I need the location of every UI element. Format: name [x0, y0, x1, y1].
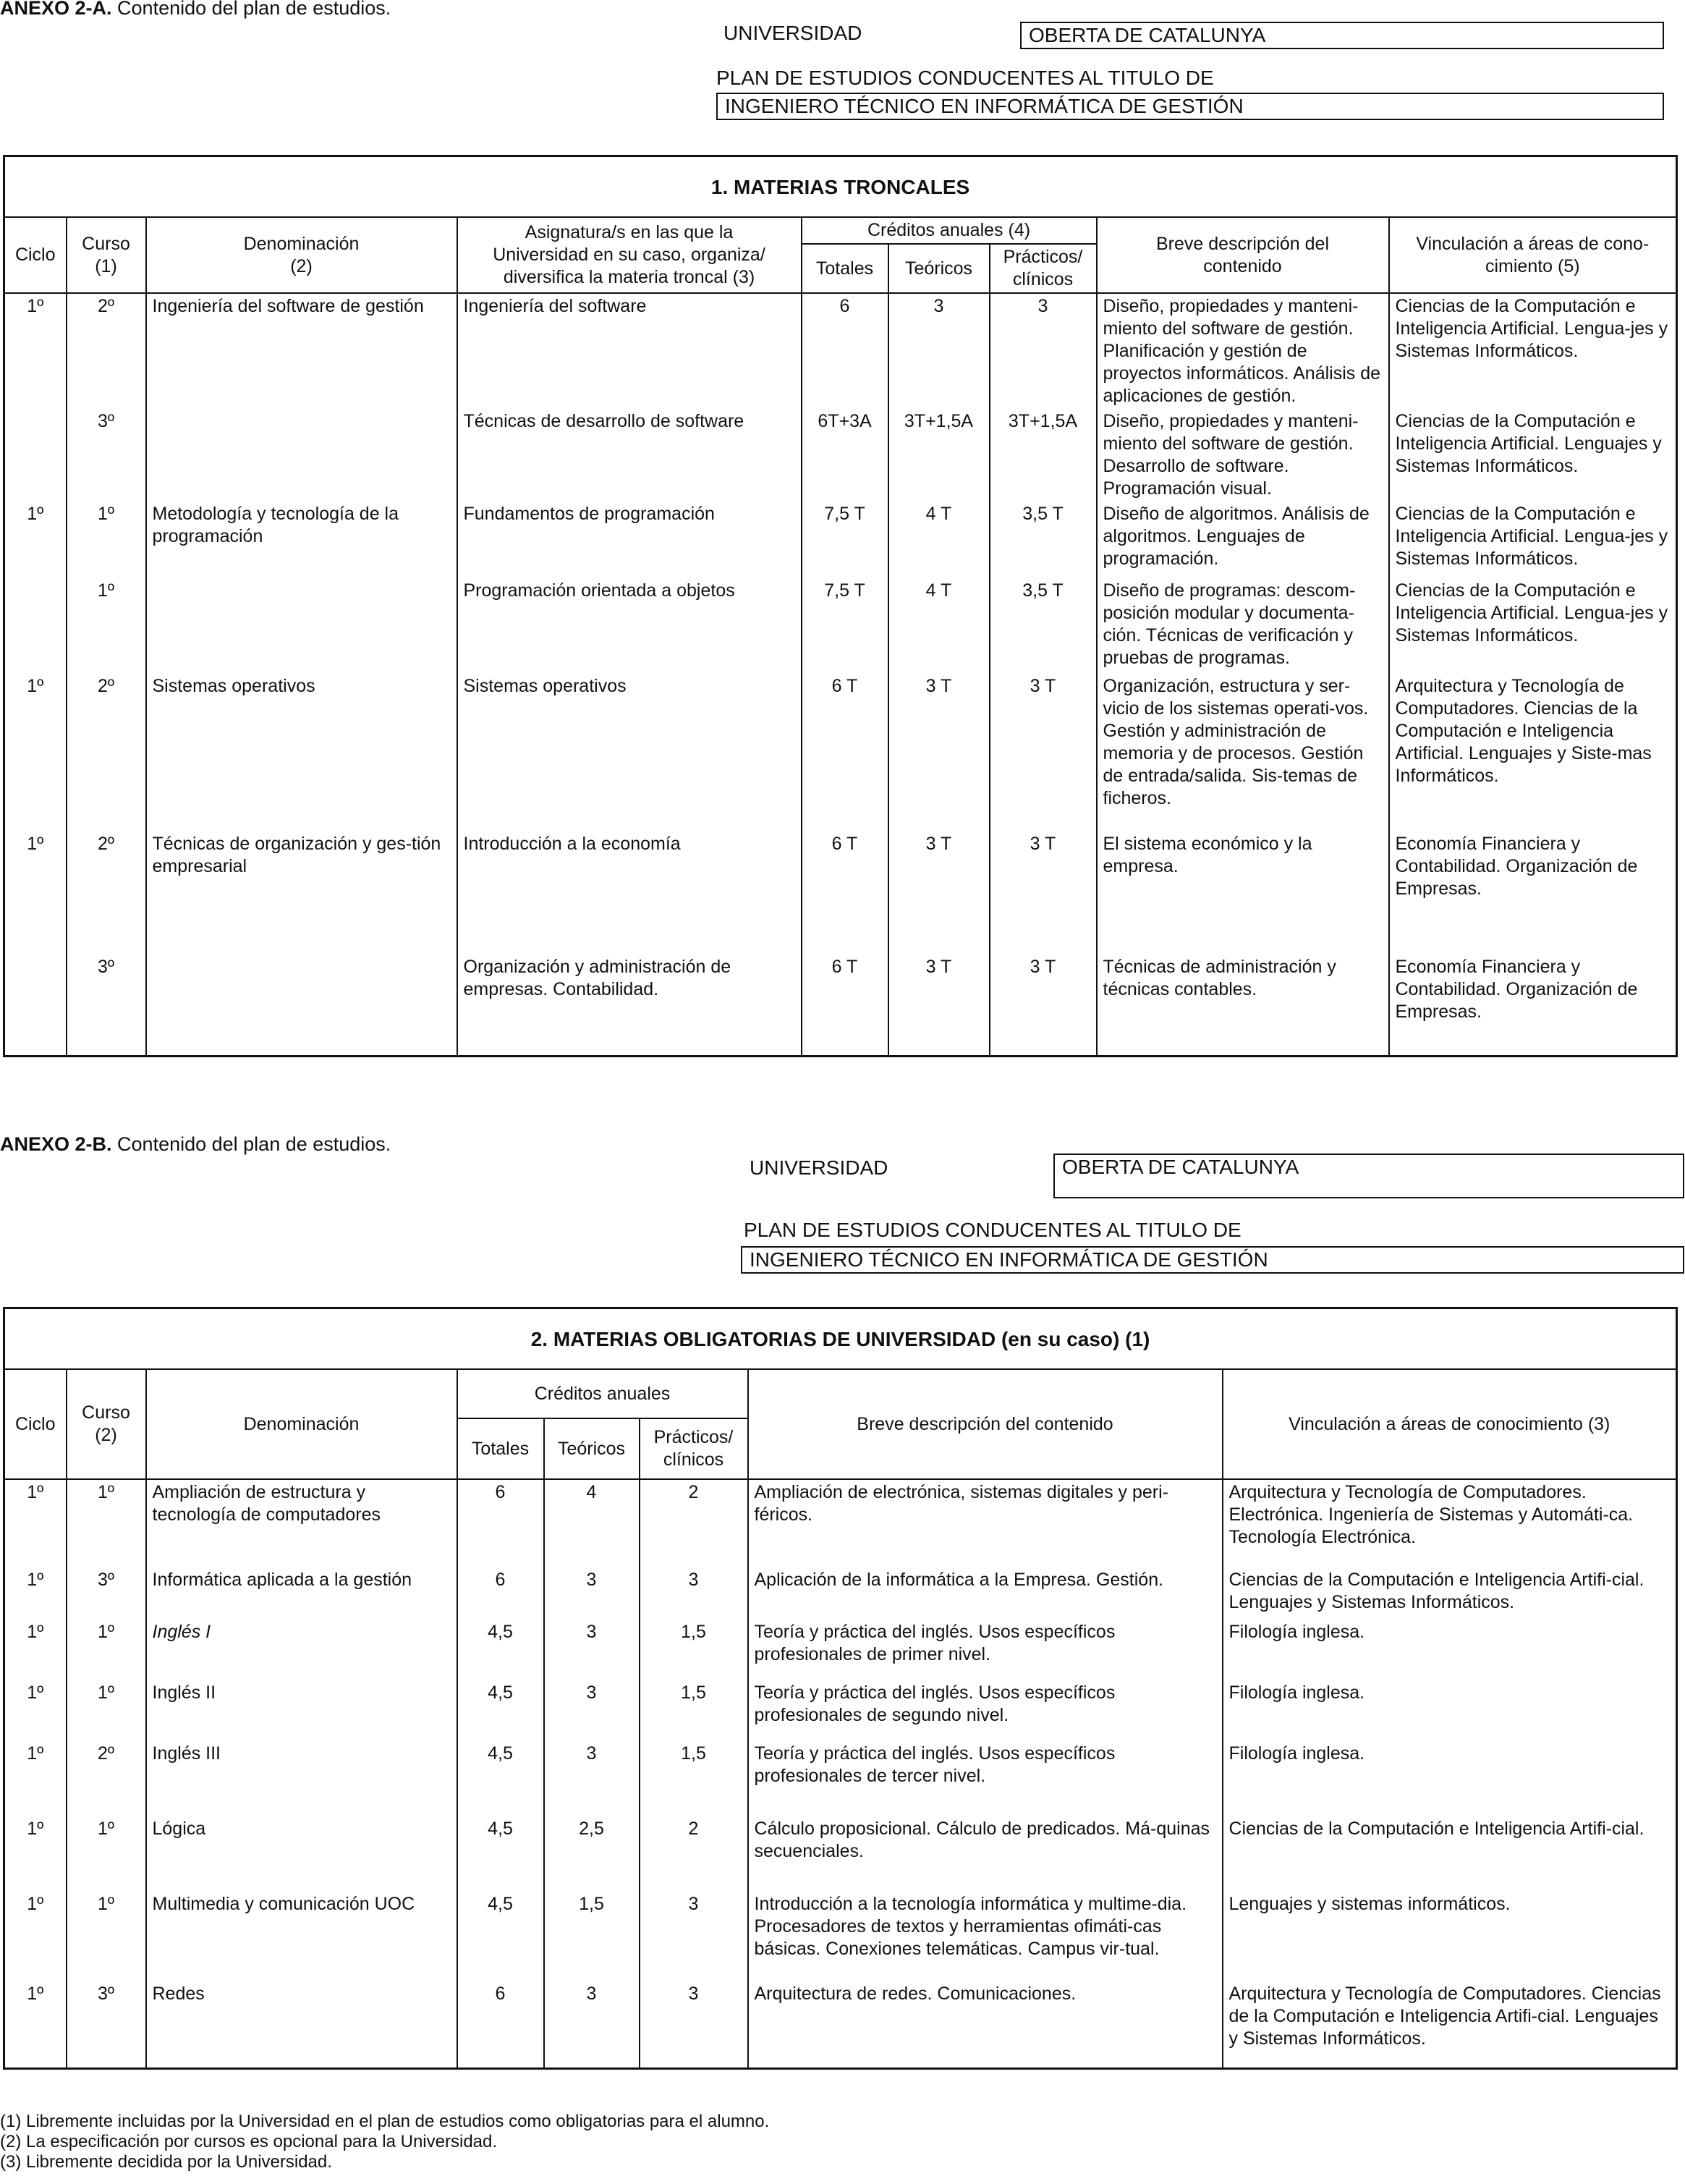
cell-practicos: 3,5 T: [990, 578, 1097, 674]
cell-asignatura: Sistemas operativos: [457, 674, 802, 831]
cell-descripcion: Teoría y práctica del inglés. Usos específicos profesionales de primer nivel.: [748, 1620, 1223, 1680]
cell-teoricos: 3: [888, 293, 990, 409]
troncales-title: 1. MATERIAS TRONCALES: [4, 156, 1677, 218]
cell-totales: 6: [457, 1479, 544, 1567]
cell-totales: 6 T: [802, 831, 888, 955]
cell-practicos: 3: [990, 293, 1097, 409]
cell-vinculacion: Ciencias de la Computación e Inteligencia Artifi-cial. Lenguajes y Sistemas Informáticos.: [1223, 1567, 1677, 1620]
cell-denominacion: [146, 578, 457, 674]
cell-ciclo: 1º: [4, 1479, 67, 1567]
cell-curso: 1º: [67, 501, 146, 578]
cell-curso: 2º: [67, 831, 146, 955]
col-ciclo: Ciclo: [4, 217, 67, 293]
annex-b-plan-label: PLAN DE ESTUDIOS CONDUCENTES AL TITULO DE: [744, 1219, 1242, 1241]
table-row: [4, 578, 1677, 674]
table-row: [4, 1567, 1677, 1620]
table-row: [4, 955, 1677, 1056]
cell-descripcion: El sistema económico y la empresa.: [1097, 831, 1389, 955]
cell-curso: 1º: [67, 1680, 146, 1741]
col-practicos: Prácticos/ clínicos: [640, 1418, 748, 1479]
cell-practicos: 2: [640, 1816, 748, 1892]
table-row: [4, 1680, 1677, 1741]
cell-descripcion: Cálculo proposicional. Cálculo de predicados. Má-quinas secuenciales.: [748, 1816, 1223, 1892]
cell-ciclo: 1º: [4, 674, 67, 831]
col-curso: Curso (1): [67, 217, 146, 293]
cell-curso: 2º: [67, 293, 146, 409]
cell-totales: 6: [457, 1981, 544, 2068]
obligatorias-title: 2. MATERIAS OBLIGATORIAS DE UNIVERSIDAD (en su caso) (1): [4, 1308, 1677, 1370]
table-row: [4, 1816, 1677, 1892]
cell-denominacion: Sistemas operativos: [146, 674, 457, 831]
cell-totales: 7,5 T: [802, 578, 888, 674]
cell-vinculacion: Economía Financiera y Contabilidad. Organización de Empresas.: [1389, 831, 1677, 955]
cell-curso: 1º: [67, 1892, 146, 1981]
cell-descripcion: Técnicas de administración y técnicas contables.: [1097, 955, 1389, 1056]
cell-asignatura: Introducción a la economía: [457, 831, 802, 955]
cell-vinculacion: Arquitectura y Tecnología de Computadores. Ciencias de la Computación e Inteligencia Artificial. Lenguajes y Siste-mas Informáticos.: [1389, 674, 1677, 831]
table-row: [4, 674, 1677, 831]
cell-practicos: 3: [640, 1567, 748, 1620]
annex-b-plan-box: INGENIERO TÉCNICO EN INFORMÁTICA DE GESTIÓN: [741, 1246, 1684, 1274]
cell-practicos: 3 T: [990, 674, 1097, 831]
annex-a-plan-box: INGENIERO TÉCNICO EN INFORMÁTICA DE GESTIÓN: [716, 93, 1664, 120]
table-row: [4, 831, 1677, 955]
cell-denominacion: Metodología y tecnología de la programación: [146, 501, 457, 578]
obligatorias-table: [3, 1307, 1678, 2070]
cell-vinculacion: Ciencias de la Computación e Inteligencia Artificial. Lengua-jes y Sistemas Informáticos.: [1389, 578, 1677, 674]
troncales-table: [3, 155, 1678, 1057]
cell-asignatura: Fundamentos de programación: [457, 501, 802, 578]
cell-descripcion: Introducción a la tecnología informática y multime-dia. Procesadores de textos y herramientas ofimáti-cas básicas. Conexiones telemáticas. Campus vir-tual.: [748, 1892, 1223, 1981]
table-row: [4, 1892, 1677, 1981]
cell-totales: 4,5: [457, 1620, 544, 1680]
cell-vinculacion: Arquitectura y Tecnología de Computadores. Electrónica. Ingeniería de Sistemas y Automáti-ca. Tecnología Electrónica.: [1223, 1479, 1677, 1567]
cell-asignatura: Programación orientada a objetos: [457, 578, 802, 674]
cell-curso: 1º: [67, 1816, 146, 1892]
col-denominacion: Denominación (2): [146, 217, 457, 293]
cell-practicos: 3: [640, 1892, 748, 1981]
col-vinculacion: Vinculación a áreas de conocimiento (3): [1223, 1369, 1677, 1479]
cell-denominacion: Multimedia y comunicación UOC: [146, 1892, 457, 1981]
cell-ciclo: 1º: [4, 293, 67, 409]
col-vinculacion: Vinculación a áreas de cono- cimiento (5): [1389, 217, 1677, 293]
cell-totales: 6T+3A: [802, 409, 888, 501]
cell-descripcion: Ampliación de electrónica, sistemas digitales y peri-féricos.: [748, 1479, 1223, 1567]
table-row: [4, 1620, 1677, 1680]
cell-denominacion: Ingeniería del software de gestión: [146, 293, 457, 409]
cell-practicos: 3 T: [990, 955, 1097, 1056]
footnote-3: (3) Libremente decidida por la Universidad.: [0, 2152, 332, 2172]
cell-descripcion: Diseño de programas: descom-posición modular y documenta-ción. Técnicas de verificación y pruebas de programas.: [1097, 578, 1389, 674]
annex-b-universidad-box: OBERTA DE CATALUNYA: [1053, 1154, 1684, 1198]
col-ciclo: Ciclo: [4, 1369, 67, 1479]
col-teoricos: Teóricos: [544, 1418, 640, 1479]
cell-totales: 6: [802, 293, 888, 409]
cell-denominacion: Inglés III: [146, 1741, 457, 1816]
cell-curso: 2º: [67, 674, 146, 831]
cell-totales: 4,5: [457, 1816, 544, 1892]
col-creditos: Créditos anuales (4): [802, 217, 1097, 244]
cell-denominacion: Técnicas de organización y ges-tión empresarial: [146, 831, 457, 955]
col-totales: Totales: [457, 1418, 544, 1479]
annex-b-universidad-label: UNIVERSIDAD: [750, 1156, 888, 1179]
cell-vinculacion: Economía Financiera y Contabilidad. Organización de Empresas.: [1389, 955, 1677, 1056]
cell-curso: 1º: [67, 1479, 146, 1567]
cell-descripcion: Teoría y práctica del inglés. Usos específicos profesionales de tercer nivel.: [748, 1741, 1223, 1816]
cell-curso: 3º: [67, 1981, 146, 2068]
cell-totales: 6: [457, 1567, 544, 1620]
cell-teoricos: 3 T: [888, 831, 990, 955]
annex-b-label: ANEXO 2-B. Contenido del plan de estudios.: [0, 1133, 391, 1155]
cell-practicos: 1,5: [640, 1620, 748, 1680]
cell-practicos: 2: [640, 1479, 748, 1567]
cell-totales: 6 T: [802, 955, 888, 1056]
cell-practicos: 3T+1,5A: [990, 409, 1097, 501]
cell-teoricos: 2,5: [544, 1816, 640, 1892]
cell-denominacion: Redes: [146, 1981, 457, 2068]
cell-vinculacion: Filología inglesa.: [1223, 1620, 1677, 1680]
cell-practicos: 3: [640, 1981, 748, 2068]
cell-teoricos: 1,5: [544, 1892, 640, 1981]
col-asignatura: Asignatura/s en las que la Universidad en su caso, organiza/ diversifica la materia troncal (3): [457, 217, 802, 293]
cell-curso: 3º: [67, 955, 146, 1056]
cell-asignatura: Organización y administración de empresas. Contabilidad.: [457, 955, 802, 1056]
cell-denominacion: [146, 955, 457, 1056]
cell-curso: 2º: [67, 1741, 146, 1816]
cell-ciclo: 1º: [4, 831, 67, 955]
cell-descripcion: Diseño, propiedades y manteni-miento del software de gestión. Desarrollo de software. Programación visual.: [1097, 409, 1389, 501]
annex-a-universidad-label: UNIVERSIDAD: [723, 22, 862, 44]
cell-practicos: 1,5: [640, 1680, 748, 1741]
table-row: [4, 293, 1677, 409]
footnote-1: (1) Libremente incluidas por la Universidad en el plan de estudios como obligatorias para el alumno.: [0, 2112, 770, 2131]
col-creditos: Créditos anuales: [457, 1369, 748, 1418]
cell-curso: 1º: [67, 1620, 146, 1680]
cell-ciclo: [4, 409, 67, 501]
cell-vinculacion: Ciencias de la Computación e Inteligencia Artificial. Lengua-jes y Sistemas Informáticos.: [1389, 501, 1677, 578]
cell-ciclo: 1º: [4, 1816, 67, 1892]
cell-ciclo: 1º: [4, 1981, 67, 2068]
col-descripcion: Breve descripción del contenido: [1097, 217, 1389, 293]
annex-a-universidad-box: OBERTA DE CATALUNYA: [1020, 22, 1664, 49]
table-row: [4, 1981, 1677, 2068]
footnotes: [0, 2112, 769, 2172]
cell-curso: 3º: [67, 409, 146, 501]
cell-totales: 6 T: [802, 674, 888, 831]
col-descripcion: Breve descripción del contenido: [748, 1369, 1223, 1479]
cell-ciclo: 1º: [4, 1620, 67, 1680]
cell-totales: 4,5: [457, 1741, 544, 1816]
cell-practicos: 1,5: [640, 1741, 748, 1816]
cell-descripcion: Diseño de algoritmos. Análisis de algoritmos. Lenguajes de programación.: [1097, 501, 1389, 578]
cell-curso: 3º: [67, 1567, 146, 1620]
cell-teoricos: 4: [544, 1479, 640, 1567]
cell-descripcion: Aplicación de la informática a la Empresa. Gestión.: [748, 1567, 1223, 1620]
cell-totales: 4,5: [457, 1680, 544, 1741]
cell-denominacion: Informática aplicada a la gestión: [146, 1567, 457, 1620]
col-curso: Curso (2): [67, 1369, 146, 1479]
footnote-2: (2) La especificación por cursos es opcional para la Universidad.: [0, 2132, 498, 2151]
cell-teoricos: 3: [544, 1620, 640, 1680]
col-teoricos: Teóricos: [888, 244, 990, 293]
cell-teoricos: 3: [544, 1680, 640, 1741]
cell-descripcion: Arquitectura de redes. Comunicaciones.: [748, 1981, 1223, 2068]
cell-asignatura: Técnicas de desarrollo de software: [457, 409, 802, 501]
cell-ciclo: [4, 955, 67, 1056]
cell-denominacion: Ampliación de estructura y tecnología de computadores: [146, 1479, 457, 1567]
cell-ciclo: 1º: [4, 1680, 67, 1741]
cell-curso: 1º: [67, 578, 146, 674]
cell-denominacion: Inglés II: [146, 1680, 457, 1741]
col-totales: Totales: [802, 244, 888, 293]
cell-ciclo: 1º: [4, 1892, 67, 1981]
annex-a-label: ANEXO 2-A. Contenido del plan de estudios.: [0, 0, 391, 19]
cell-vinculacion: Arquitectura y Tecnología de Computadores. Ciencias de la Computación e Inteligencia Artifi-cial. Lenguajes y Sistemas Informáticos.: [1223, 1981, 1677, 2068]
cell-ciclo: 1º: [4, 501, 67, 578]
cell-descripcion: Teoría y práctica del inglés. Usos específicos profesionales de segundo nivel.: [748, 1680, 1223, 1741]
cell-vinculacion: Ciencias de la Computación e Inteligencia Artificial. Lenguajes y Sistemas Informáticos.: [1389, 409, 1677, 501]
cell-asignatura: Ingeniería del software: [457, 293, 802, 409]
cell-ciclo: [4, 578, 67, 674]
cell-vinculacion: Lenguajes y sistemas informáticos.: [1223, 1892, 1677, 1981]
cell-teoricos: 3: [544, 1981, 640, 2068]
table-row: [4, 501, 1677, 578]
cell-descripcion: Organización, estructura y ser-vicio de los sistemas operati-vos. Gestión y administración de memoria y de procesos. Gestión de entrada/salida. Sis-temas de ficheros.: [1097, 674, 1389, 831]
cell-denominacion: [146, 409, 457, 501]
cell-teoricos: 3: [544, 1567, 640, 1620]
cell-teoricos: 3 T: [888, 674, 990, 831]
cell-totales: 4,5: [457, 1892, 544, 1981]
col-practicos: Prácticos/ clínicos: [990, 244, 1097, 293]
cell-teoricos: 4 T: [888, 578, 990, 674]
cell-practicos: 3,5 T: [990, 501, 1097, 578]
cell-teoricos: 3T+1,5A: [888, 409, 990, 501]
cell-ciclo: 1º: [4, 1567, 67, 1620]
annex-a-plan-label: PLAN DE ESTUDIOS CONDUCENTES AL TITULO DE: [716, 67, 1214, 89]
cell-practicos: 3 T: [990, 831, 1097, 955]
cell-descripcion: Diseño, propiedades y manteni-miento del software de gestión. Planificación y gestión de proyectos informáticos. Análisis de aplicaciones de gestión.: [1097, 293, 1389, 409]
cell-teoricos: 4 T: [888, 501, 990, 578]
cell-vinculacion: Filología inglesa.: [1223, 1741, 1677, 1816]
col-denominacion: Denominación: [146, 1369, 457, 1479]
cell-ciclo: 1º: [4, 1741, 67, 1816]
cell-totales: 7,5 T: [802, 501, 888, 578]
cell-denominacion: Inglés I: [146, 1620, 457, 1680]
cell-vinculacion: Filología inglesa.: [1223, 1680, 1677, 1741]
table-row: [4, 1479, 1677, 1567]
cell-teoricos: 3: [544, 1741, 640, 1816]
table-row: [4, 1741, 1677, 1816]
cell-vinculacion: Ciencias de la Computación e Inteligencia Artifi-cial.: [1223, 1816, 1677, 1892]
cell-teoricos: 3 T: [888, 955, 990, 1056]
cell-denominacion: Lógica: [146, 1816, 457, 1892]
table-row: [4, 409, 1677, 501]
cell-vinculacion: Ciencias de la Computación e Inteligencia Artificial. Lengua-jes y Sistemas Informáticos.: [1389, 293, 1677, 409]
